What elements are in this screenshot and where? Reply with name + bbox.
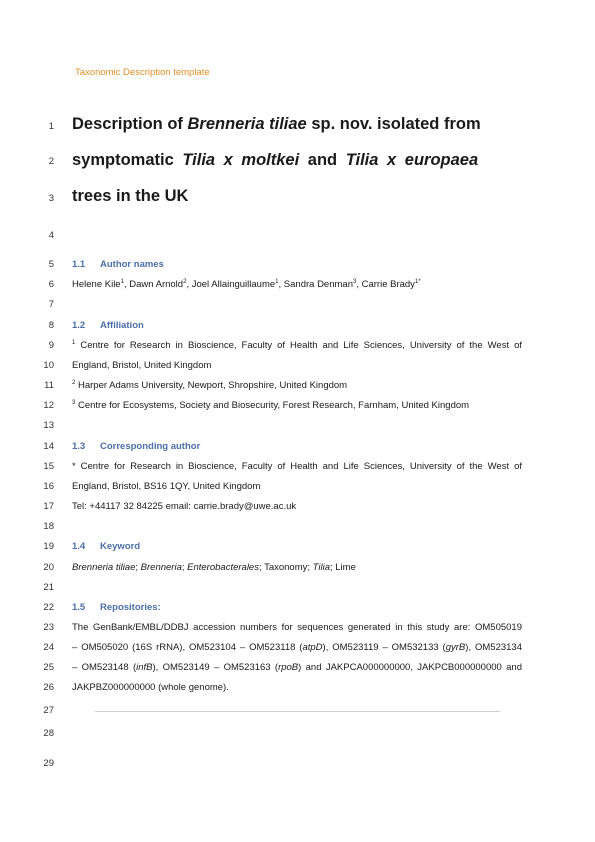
line-number: 15: [43, 461, 54, 472]
line-number: 7: [48, 299, 54, 310]
repositories-line-1: The GenBank/EMBL/DDBJ accession numbers for sequences generated in this study are: OM505019: [72, 622, 522, 633]
section-heading-keyword: 1.4 Keyword: [72, 541, 141, 552]
repositories-line-2: – OM505020 (16S rRNA), OM523104 – OM523118 (atpD), OM523119 – OM532133 (gyrB), OM523134: [72, 642, 522, 653]
corresponding-line-1: * Centre for Research in Bioscience, Faculty of Health and Life Sciences, University of the West of: [72, 461, 522, 472]
line-number: 14: [43, 441, 54, 452]
line-number: 13: [43, 420, 54, 431]
corresponding-line-2: England, Bristol, BS16 1QY, United Kingdom: [72, 481, 261, 492]
section-heading-corresponding: 1.3 Corresponding author: [72, 441, 201, 452]
affiliation-1-line-1: $^1$ Centre for Research in Bioscience, Faculty of Health and Life Sciences, University of the West of: [72, 339, 522, 351]
repositories-line-4: JAKPBZ000000000 (whole genome).: [72, 682, 229, 693]
line-number: 21: [43, 582, 54, 593]
line-number: 12: [43, 400, 54, 411]
line-number: 29: [43, 758, 54, 769]
affiliation-1-line-2: England, Bristol, United Kingdom: [72, 360, 212, 371]
line-number: 26: [43, 682, 54, 693]
author-list: Helene Kile$^1$, Dawn Arnold$^2$, Joel Allainguillaume$^1$, Sandra Denman$^3$, Carrie Brady$^{1*}$: [72, 278, 421, 290]
corresponding-contact: Tel: +44117 32 84225 email: carrie.brady@uwe.ac.uk: [72, 501, 297, 512]
affiliation-2: $^2$ Harper Adams University, Newport, Shropshire, United Kingdom: [72, 379, 348, 391]
line-number: 17: [43, 501, 54, 512]
line-number: 8: [48, 320, 54, 331]
line-number: 5: [48, 259, 54, 270]
horizontal-divider: [95, 711, 500, 712]
line-number: 19: [43, 541, 54, 552]
line-number: 9: [48, 340, 54, 351]
title-line-2: symptomatic Tilia x moltkei and Tilia x europaea: [72, 151, 479, 169]
line-number: 1: [48, 121, 54, 132]
affiliation-3: $^3$ Centre for Ecosystems, Society and Biosecurity, Forest Research, Farnham, United Kingdom: [72, 399, 470, 411]
line-number: 18: [43, 521, 54, 532]
species-name: Brenneria tiliae: [187, 115, 307, 133]
section-heading-authors: 1.1 Author names: [72, 259, 164, 270]
template-header: Taxonomic Description template: [75, 67, 210, 78]
line-number: 28: [43, 728, 54, 739]
title-line-1: Description of Brenneria tiliae sp. nov. isolated from: [72, 115, 481, 133]
line-number: 2: [48, 156, 54, 167]
title-line-3: trees in the UK: [72, 187, 189, 205]
host-name: Tilia x moltkei: [182, 151, 300, 169]
section-heading-repositories: 1.5 Repositories:: [72, 602, 161, 613]
line-number: 27: [43, 705, 54, 716]
line-number: 6: [48, 279, 54, 290]
line-number: 23: [43, 622, 54, 633]
repositories-line-3: – OM523148 (infB), OM523149 – OM523163 (rpoB) and JAKPCA000000000, JAKPCB000000000 and: [72, 662, 522, 673]
line-number: 3: [48, 193, 54, 204]
host-name: Tilia x europaea: [345, 151, 479, 169]
line-number: 20: [43, 562, 54, 573]
line-number: 22: [43, 602, 54, 613]
line-number: 24: [43, 642, 54, 653]
line-number: 10: [43, 360, 54, 371]
line-number: 4: [48, 230, 54, 241]
line-number: 11: [44, 380, 54, 391]
keyword-list: Brenneria tiliae; Brenneria; Enterobacterales; Taxonomy; Tilia; Lime: [72, 562, 356, 573]
line-number: 25: [43, 662, 54, 673]
section-heading-affiliation: 1.2 Affiliation: [72, 320, 144, 331]
line-number: 16: [43, 481, 54, 492]
